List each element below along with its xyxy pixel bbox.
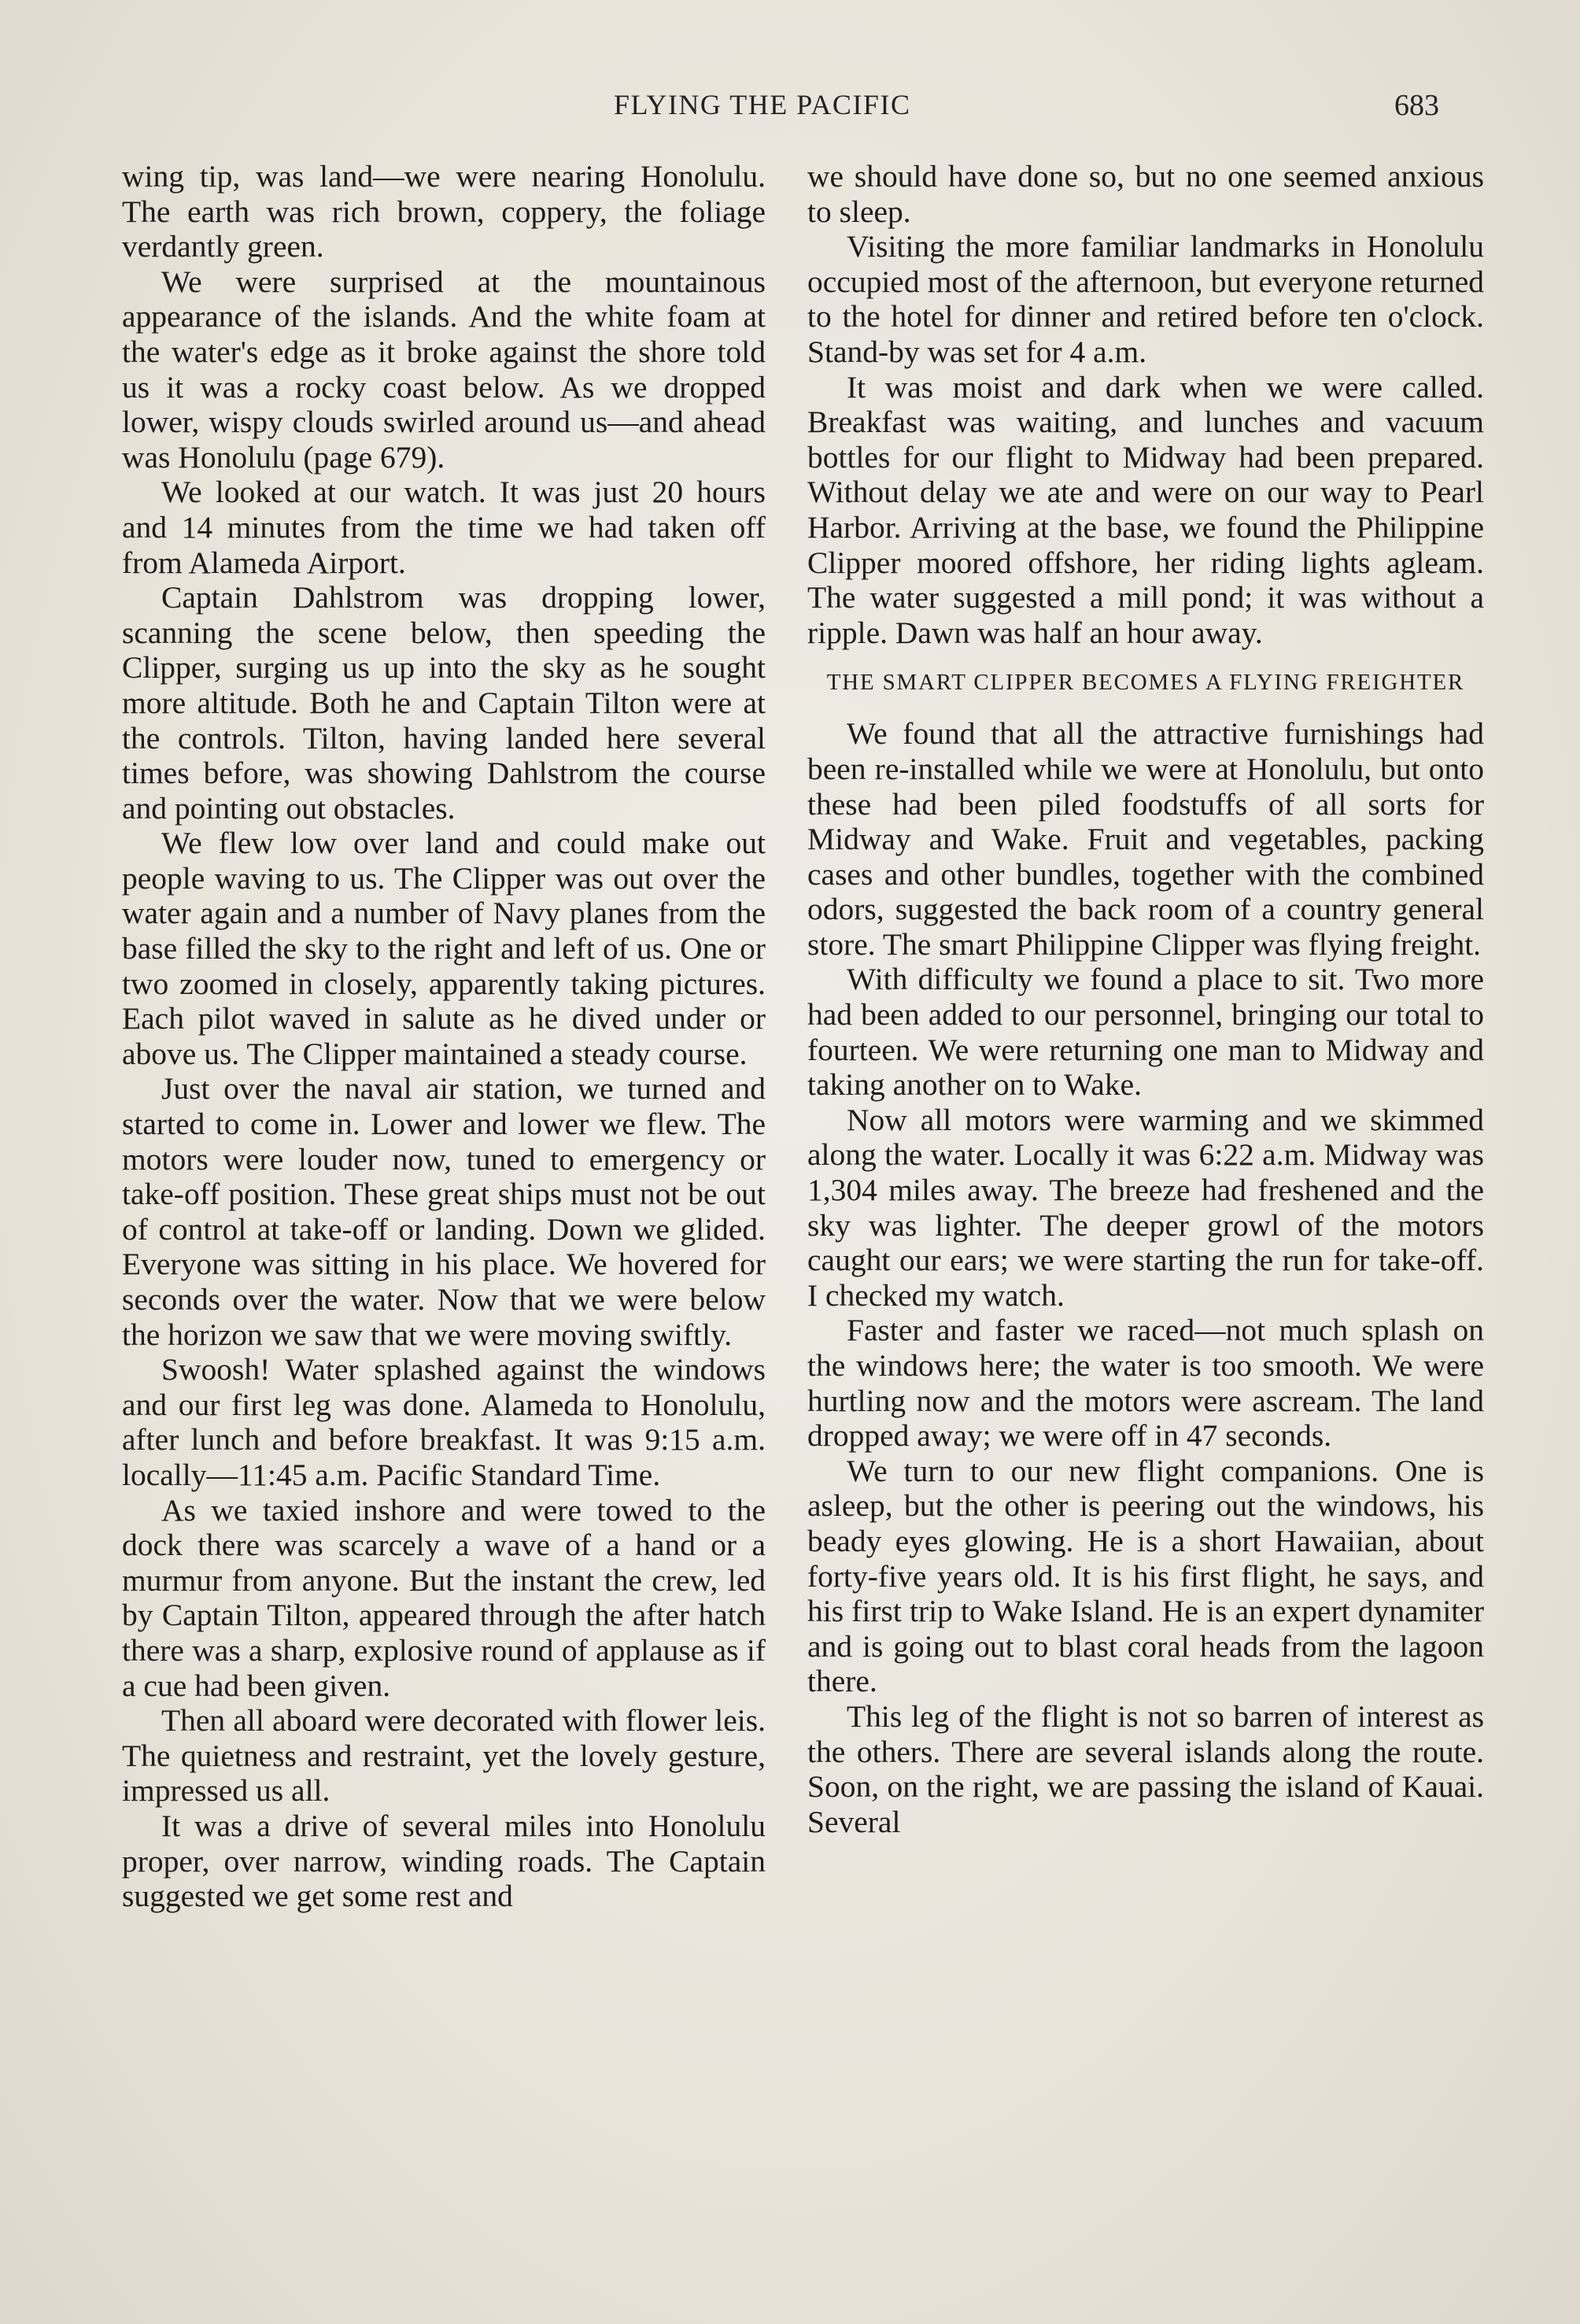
paragraph: Then all aboard were decorated with flower leis. The quietness and restraint, yet the lovely gesture, impressed us all. — [122, 1703, 766, 1809]
paragraph: Swoosh! Water splashed against the windows and our first leg was done. Alameda to Honolulu, after lunch and before breakfast. It was 9:15 a.m. locally—11:45 a.m. Pacific Standard Time. — [122, 1352, 766, 1492]
paragraph: We flew low over land and could make out people waving to us. The Clipper was out over the water again and a number of Navy planes from the base filled the sky to the right and left of us. One or two zoomed in closely, apparently taking pictures. Each pilot waved in salute as he dived under or above us. The Clipper maintained a steady course. — [122, 826, 766, 1071]
paragraph: Visiting the more familiar landmarks in Honolulu occupied most of the afternoon, but everyone returned to the hotel for dinner and retired before ten o'clock. Stand-by was set for 4 a.m. — [807, 229, 1484, 369]
paragraph: We looked at our watch. It was just 20 hours and 14 minutes from the time we had taken off from Alameda Airport. — [122, 475, 766, 580]
section-subhead: THE SMART CLIPPER BECOMES A FLYING FREIGHTER — [826, 670, 1465, 696]
paragraph: we should have done so, but no one seemed anxious to sleep. — [807, 159, 1484, 229]
running-head: FLYING THE PACIFIC — [614, 89, 911, 120]
paragraph: With difficulty we found a place to sit. Two more had been added to our personnel, bringing our total to fourteen. We were returning one man to Midway and taking another on to Wake. — [807, 962, 1484, 1103]
page-number: 683 — [1394, 89, 1439, 122]
paragraph: wing tip, was land—we were nearing Honolulu. The earth was rich brown, coppery, the foliage verdantly green. — [122, 159, 766, 264]
right-column — [807, 159, 1484, 1839]
paragraph: This leg of the flight is not so barren of interest as the others. There are several islands along the route. Soon, on the right, we are passing the island of Kauai. Several — [807, 1698, 1484, 1839]
paragraph: Faster and faster we raced—not much splash on the windows here; the water is too smooth. We were hurtling now and the motors were ascream. The land dropped away; we were off in 47 seconds. — [807, 1313, 1484, 1454]
paragraph: It was moist and dark when we were called. Breakfast was waiting, and lunches and vacuum bottles for our flight to Midway had been prepared. Without delay we ate and were on our way to Pearl Harbor. Arriving at the base, we found the Philippine Clipper moored offshore, her riding lights agleam. The water suggested a mill pond; it was without a ripple. Dawn was half an hour away. — [807, 369, 1484, 650]
paragraph: Now all motors were warming and we skimmed along the water. Locally it was 6:22 a.m. Midway was 1,304 miles away. The breeze had freshened and the sky was lighter. The deeper growl of the motors caught our ears; we were starting the run for take-off. I checked my watch. — [807, 1102, 1484, 1313]
paragraph: We turn to our new flight companions. One is asleep, but the other is peering out the windows, his beady eyes glowing. He is a short Hawaiian, about forty-five years old. It is his first flight, he says, and his first trip to Wake Island. He is an expert dynamiter and is going out to blast coral heads from the lagoon there. — [807, 1453, 1484, 1699]
paragraph: It was a drive of several miles into Honolulu proper, over narrow, winding roads. The Captain suggested we get some rest and — [122, 1808, 766, 1914]
paragraph: Captain Dahlstrom was dropping lower, scanning the scene below, then speeding the Clipper, surging us up into the sky as he sought more altitude. Both he and Captain Tilton were at the controls. Tilton, having landed here several times before, was showing Dahlstrom the course and pointing out obstacles. — [122, 580, 766, 826]
paragraph: As we taxied inshore and were towed to the dock there was scarcely a wave of a hand or a murmur from anyone. But the instant the crew, led by Captain Tilton, appeared through the after hatch there was a sharp, explosive round of applause as if a cue had been given. — [122, 1492, 766, 1703]
paragraph: We found that all the attractive furnishings had been re-installed while we were at Honolulu, but onto these had been piled foodstuffs of all sorts for Midway and Wake. Fruit and vegetables, packing cases and other bundles, together with the combined odors, suggested the back room of a country general store. The smart Philippine Clipper was flying freight. — [807, 716, 1484, 962]
paragraph: Just over the naval air station, we turned and started to come in. Lower and lower we flew. The motors were louder now, tuned to emergency or take-off position. These great ships must not be out of control at take-off or landing. Down we glided. Everyone was sitting in his place. We hovered for seconds over the water. Now that we were below the horizon we saw that we were moving swiftly. — [122, 1071, 766, 1352]
paragraph: We were surprised at the mountainous appearance of the islands. And the white foam at the water's edge as it broke against the shore told us it was a rocky coast below. As we dropped lower, wispy clouds swirled around us—and ahead was Honolulu (page 679). — [122, 264, 766, 475]
left-column — [122, 159, 766, 1914]
